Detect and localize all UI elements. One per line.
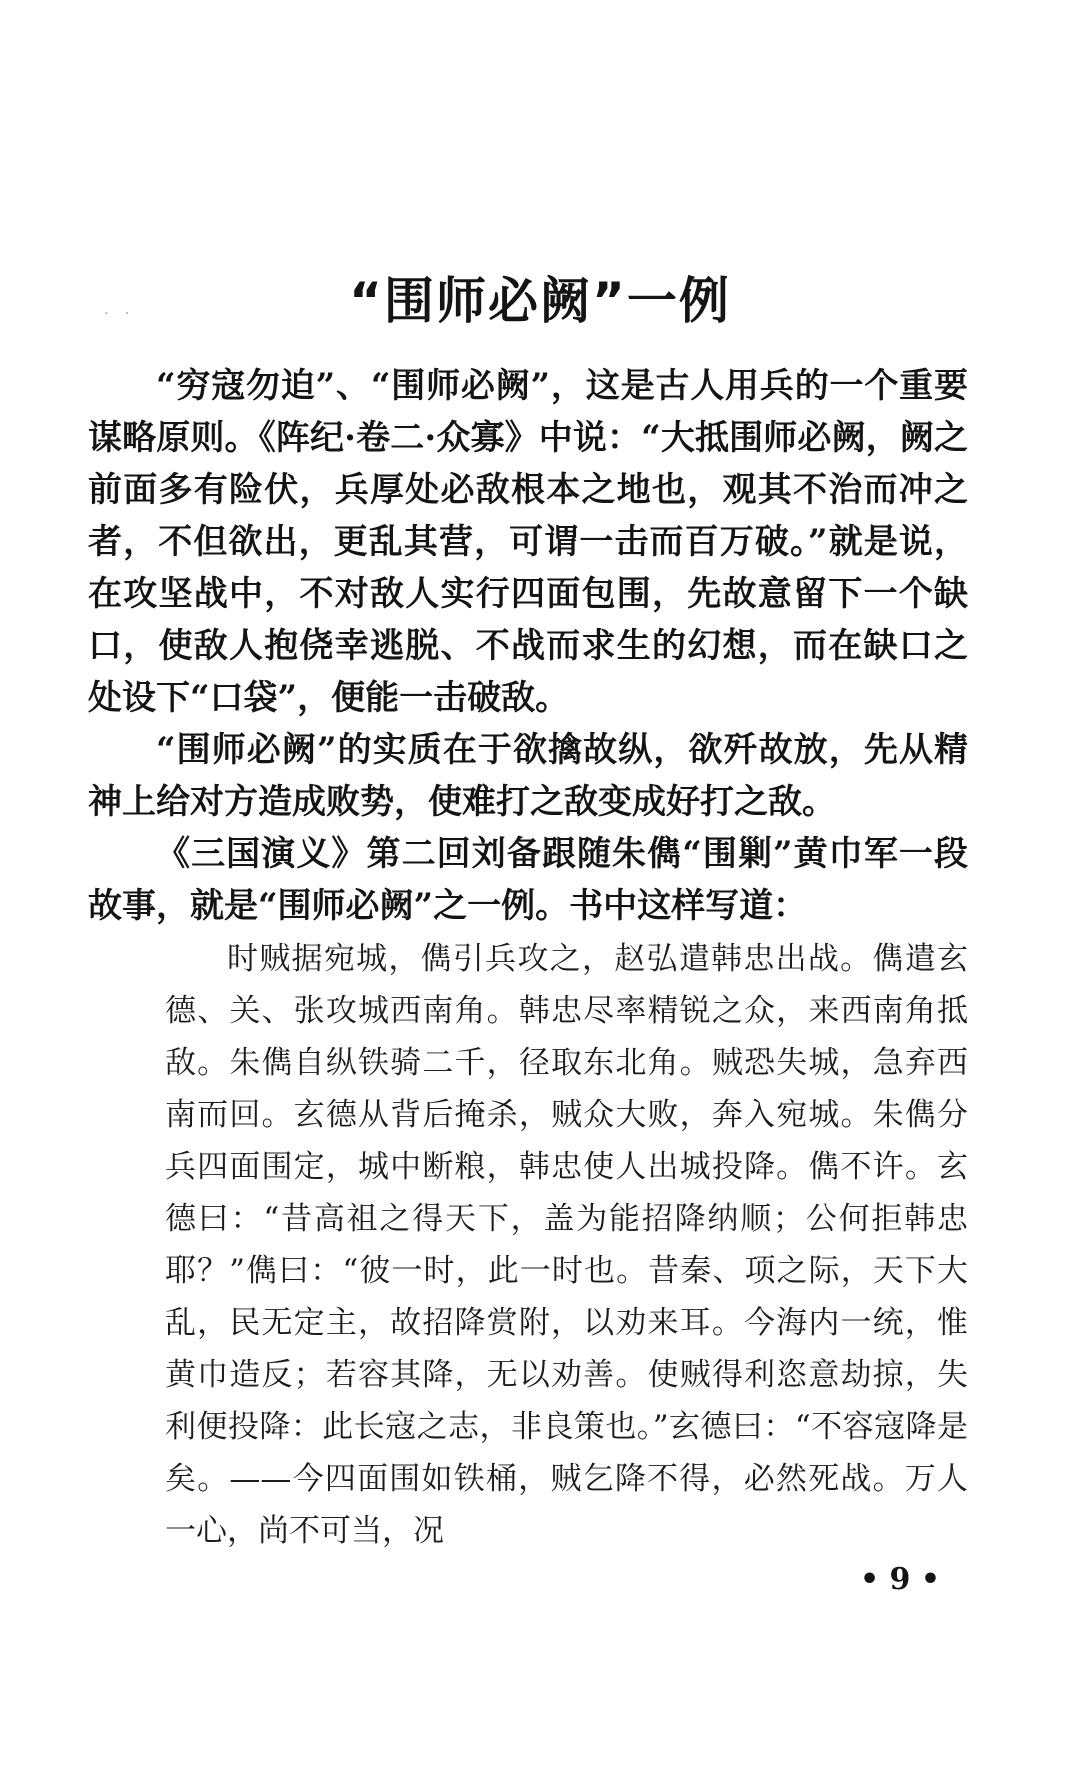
paragraph-1: “穷寇勿迫”、“围师必阙”，这是古人用兵的一个重要谋略原则。《阵纪·卷二·众寡》中说：“大抵围师必阙，阙之前面多有险伏，兵厚处必敌根本之地也，观其不治而冲之者，不但欲出，更乱其营，可谓一击而百万破。”就是说，在攻坚战中，不对敌人实行四面包围，先故意留下一个缺口，使敌人抱侥幸逃脱、不战而求生的幻想，而在缺口之处设下“口袋”，便能一击破敌。 — [88, 366, 968, 718]
page-number: • 9 • — [859, 1562, 941, 1597]
scan-speck: . . — [104, 302, 136, 318]
quote-text: 时贼据宛城，儁引兵攻之，赵弘遣韩忠出战。儁遣玄德、关、张攻城西南角。韩忠尽率精锐之众，来西南角抵敌。朱儁自纵铁骑二千，径取东北角。贼恐失城，急弃西南而回。玄德从背后掩杀，贼众大败，奔入宛城。朱儁分兵四面围定，城中断粮，韩忠使人出城投降。儁不许。玄德曰：“昔高祖之得天下，盖为能招降纳顺；公何拒韩忠耶？”儁曰：“彼一时，此一时也。昔秦、项之际，天下大乱，民无定主，故招降赏附，以劝来耳。今海内一统，惟黄巾造反；若容其降，无以劝善。使贼得利恣意劫掠，失利便投降：此长寇之志，非良策也。”玄德曰：“不容寇降是矣。——今四面围如铁桶，贼乞降不得，必然死战。万人一心，尚不可当，况 — [165, 941, 968, 1549]
paragraph-2: “围师必阙”的实质在于欲擒故纵，欲歼故放，先从精神上给对方造成败势，使难打之敌变成好打之敌。 — [88, 730, 968, 822]
body-text — [88, 360, 968, 932]
chapter-title: “围师必阙”一例 — [349, 272, 731, 330]
block-quote — [165, 933, 968, 1557]
paragraph-3: 《三国演义》第二回刘备跟随朱儁“围剿”黄巾军一段故事，就是“围师必阙”之一例。书中这样写道： — [88, 834, 968, 926]
